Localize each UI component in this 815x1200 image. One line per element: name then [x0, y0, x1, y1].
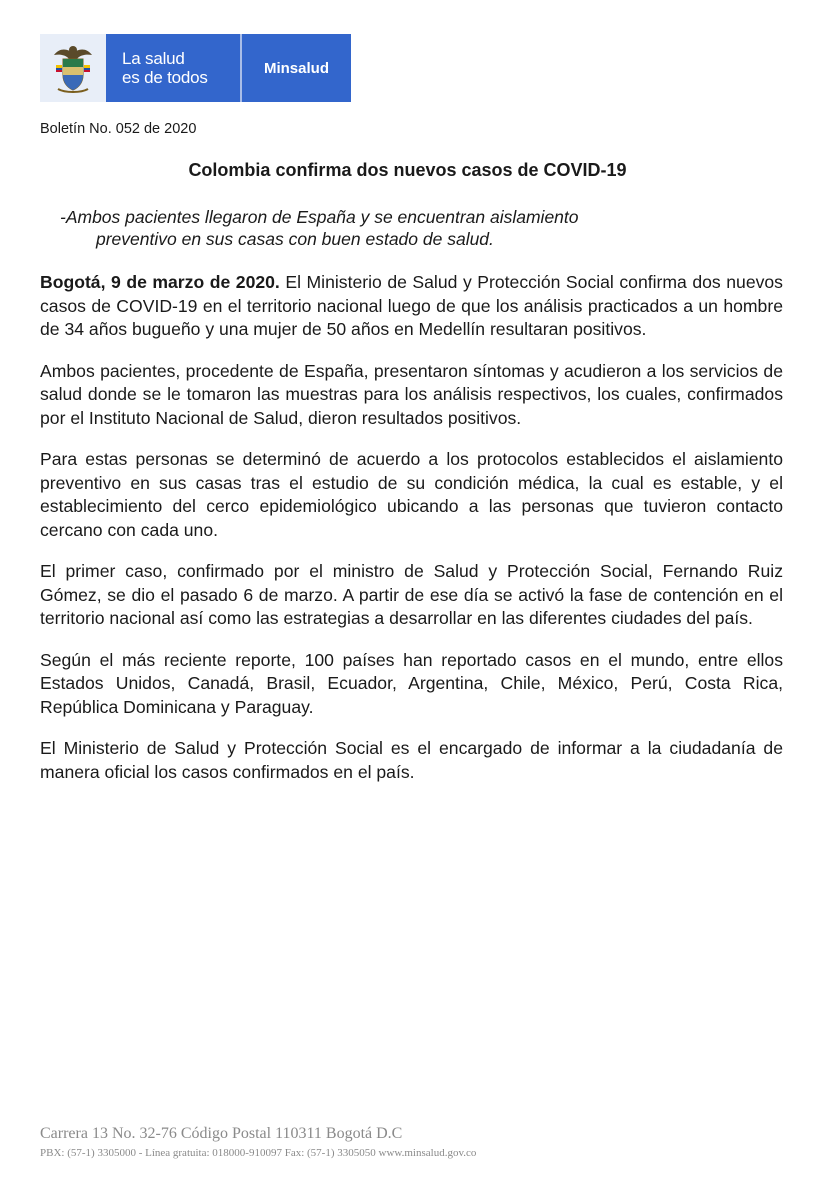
article-body	[40, 271, 783, 802]
paragraph-4: El primer caso, confirmado por el ministro de Salud y Protección Social, Fernando Ruiz Gómez, se dio el pasado 6 de marzo. A partir de ese día se activó la fase de contención en el territorio nacional así como las estrategias a desarrollar en las diferentes ciudades del país.	[40, 561, 783, 628]
footer-address: Carrera 13 No. 32-76 Código Postal 110311 Bogotá D.C	[40, 1125, 403, 1142]
paragraph-5: Según el más reciente reporte, 100 países han reportado casos en el mundo, entre ellos Estados Unidos, Canadá, Brasil, Ecuador, Argentina, Chile, México, Perú, Costa Rica, República Dominicana y Paraguay.	[40, 649, 783, 717]
paragraph-1	[40, 271, 783, 342]
paragraph-1-text: El Ministerio de Salud y Protección Social confirma dos nuevos casos de COVID-19 en el territorio nacional luego de que los análisis practicados a un hombre de 34 años bugueño y una mujer de 50 años en Medellín resultaran positivos.	[40, 272, 783, 339]
coat-of-arms-box	[40, 34, 106, 102]
paragraph-2: Ambos pacientes, procedente de España, presentaron síntomas y acudieron a los servicios de salud donde se le tomaron las muestras para los análisis respectivos, los cuales, confirmados por el Instituto Nacional de Salud, dieron resultados positivos.	[40, 360, 783, 428]
coat-of-arms-icon	[50, 41, 96, 95]
subtitle-line-1: -Ambos pacientes llegaron de España y se encuentran aislamiento	[60, 207, 579, 227]
footer-contact: PBX: (57-1) 3305000 - Línea gratuita: 018000-910097 Fax: (57-1) 3305050 www.minsalud.gov.co	[40, 1147, 477, 1159]
dateline: Bogotá, 9 de marzo de 2020.	[40, 272, 280, 292]
subtitle-line-2: preventivo en sus casas con buen estado de salud.	[96, 229, 494, 249]
paragraph-6: El Ministerio de Salud y Protección Social es el encargado de informar a la ciudadanía de manera oficial los casos confirmados en el país.	[40, 738, 783, 782]
footer	[40, 1125, 476, 1159]
bulletin-number: Boletín No. 052 de 2020	[40, 121, 197, 137]
slogan-line-1: La salud	[122, 49, 185, 68]
subtitle	[60, 206, 740, 250]
page-title: Colombia confirma dos nuevos casos de COVID-19	[188, 160, 627, 180]
brand-name: Minsalud	[242, 34, 351, 102]
paragraph-3: Para estas personas se determinó de acuerdo a los protocolos establecidos el aislamiento preventivo en sus casas tras el estudio de su condición médica, la cual es estable, y el establecimiento del cerco epidemiológico ubicando a las personas que tuvieron contacto cercano con cada uno.	[40, 449, 783, 540]
header-logo	[40, 34, 351, 102]
slogan	[106, 34, 240, 102]
slogan-line-2: es de todos	[122, 68, 208, 87]
